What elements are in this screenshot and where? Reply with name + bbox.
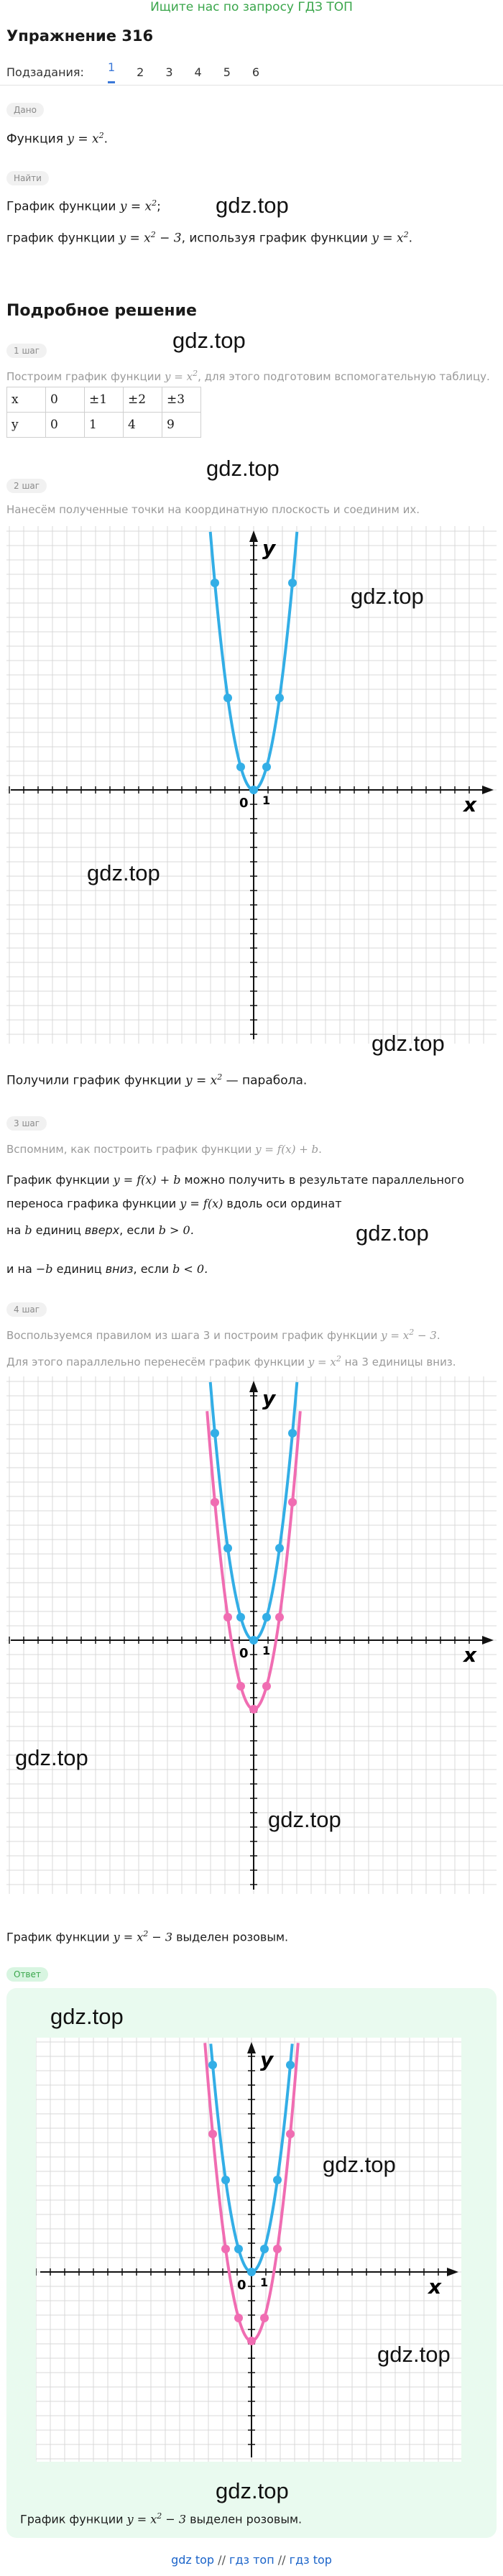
- step3-line2-suffix: вдоль оси ординат: [223, 1197, 342, 1210]
- origin-label: 0: [237, 2278, 246, 2293]
- step4-badge: 4 шаг: [6, 1302, 47, 1317]
- step4-text2-middle: на 3 единицы вниз.: [341, 1356, 456, 1368]
- data-point: [260, 2314, 269, 2322]
- step4-result: График функции $y = x^2 - 3$ выделен розовым.: [6, 1929, 289, 1944]
- step4-text1-prefix: Воспользуемся правилом из шага 3 и построим график функции: [6, 1329, 382, 1342]
- graph-shifted: [6, 1376, 497, 1894]
- data-point: [286, 2061, 295, 2069]
- formula: y = x: [381, 1329, 410, 1342]
- step4-result-suffix: выделен розовым.: [172, 1930, 289, 1944]
- formula: −b: [35, 1262, 53, 1276]
- step3-line4-prefix: и на: [6, 1262, 36, 1276]
- x-axis-label: x: [463, 1643, 477, 1667]
- data-point: [247, 2337, 256, 2345]
- formula: y = x: [119, 199, 152, 214]
- formula: y = x: [113, 1930, 144, 1944]
- y-axis-arrow: [247, 2042, 256, 2053]
- step2-result-prefix: Получили график функции: [6, 1073, 185, 1088]
- unit-label: 1: [262, 794, 271, 807]
- formula: y = x: [119, 231, 151, 246]
- watermark: gdz.top: [206, 456, 280, 481]
- step3-line4-units: единиц: [52, 1262, 106, 1276]
- find-line1-prefix: График функции: [6, 199, 120, 214]
- step3-line-2: [6, 1197, 342, 1210]
- find-line2-prefix: график функции: [6, 231, 119, 246]
- data-point: [275, 1544, 284, 1552]
- origin-label: 0: [239, 796, 249, 811]
- step2-text: Нанесём полученные точки на координатную плоскость и соединим их.: [6, 503, 420, 516]
- formula: y = f(x) + b: [113, 1173, 181, 1187]
- watermark: gdz.top: [323, 2152, 396, 2177]
- table-row: [7, 413, 201, 438]
- watermark: gdz.top: [172, 328, 246, 353]
- unit-label: 1: [260, 2276, 269, 2289]
- values-table: [6, 387, 201, 438]
- find-badge: Найти: [6, 171, 49, 185]
- formula: y = x: [67, 132, 99, 147]
- data-point: [223, 1613, 232, 1622]
- step3-line3-dir: вверх: [84, 1223, 120, 1237]
- footer-links: [0, 2553, 503, 2567]
- data-point: [236, 1613, 245, 1622]
- data-point: [211, 1429, 219, 1438]
- step3-line4-dir: вниз: [105, 1262, 134, 1276]
- step4-text-1: Воспользуемся правилом из шага 3 и построим график функции $y = x^2 - 3$.: [6, 1328, 440, 1342]
- data-point: [234, 2245, 243, 2253]
- formula: y = x: [372, 231, 404, 246]
- table-cell: ±3: [162, 387, 201, 413]
- graph-answer: [36, 2038, 461, 2462]
- step3-line2-prefix: переноса графика функции: [6, 1197, 180, 1210]
- data-point: [262, 1613, 271, 1622]
- origin-label: 0: [239, 1646, 249, 1661]
- answer-result-suffix: выделен розовым.: [186, 2512, 303, 2526]
- watermark: gdz.top: [377, 2342, 451, 2367]
- data-point: [249, 1636, 258, 1644]
- watermark: gdz.top: [216, 193, 289, 218]
- data-point: [249, 786, 258, 794]
- step3-line4-if: , если: [133, 1262, 173, 1276]
- subtasks-nav: [6, 60, 270, 83]
- data-point: [288, 1429, 297, 1438]
- data-point: [288, 1498, 297, 1506]
- step1-badge: 1 шаг: [6, 344, 47, 358]
- watermark: gdz.top: [15, 1745, 88, 1770]
- x-axis-arrow: [482, 786, 494, 794]
- y-axis-arrow: [249, 530, 258, 542]
- search-banner[interactable]: Ищите нас по запросу ГДЗ ТОП: [150, 0, 353, 14]
- unit-label: 1: [262, 1644, 271, 1657]
- step2-result: Получили график функции $y = x^2$ — парабола.: [6, 1072, 308, 1088]
- x-axis-label: x: [463, 793, 477, 816]
- data-point: [262, 1682, 271, 1690]
- subtask-tab-2[interactable]: 2: [137, 65, 144, 79]
- footer-link[interactable]: гдз топ: [229, 2553, 274, 2567]
- formula: b < 0.: [172, 1262, 208, 1276]
- step3-line3-units: единиц: [32, 1223, 85, 1237]
- table-cell: 1: [85, 413, 124, 438]
- y-axis-arrow: [249, 1381, 258, 1392]
- answer-result-prefix: График функции: [20, 2512, 127, 2526]
- table-row: [7, 387, 201, 413]
- step1-suffix: , для этого подготовим вспомогательную таблицу.: [198, 370, 490, 383]
- data-point: [275, 1613, 284, 1622]
- find-line2-middle: , используя график функции: [181, 231, 372, 246]
- data-point: [262, 763, 271, 771]
- table-cell: 4: [124, 413, 162, 438]
- formula: y = x: [126, 2512, 157, 2526]
- step1-text: Построим график функции $y = x^2$, для этого подготовим вспомогательную таблицу.: [6, 369, 490, 383]
- watermark: gdz.top: [372, 1031, 445, 1056]
- step4-text-2: Для этого параллельно перенесём график функции $y = x^2$ на 3 единицы вниз.: [6, 1354, 456, 1368]
- data-point: [208, 2130, 217, 2138]
- x-axis-label: x: [428, 2275, 442, 2299]
- step2-badge: 2 шаг: [6, 479, 47, 493]
- formula: b: [24, 1223, 32, 1237]
- y-axis-label: y: [262, 1386, 276, 1410]
- y-axis-label: y: [260, 2048, 274, 2071]
- watermark: gdz.top: [216, 2478, 289, 2503]
- watermark: gdz.top: [351, 584, 424, 609]
- watermark: gdz.top: [87, 860, 160, 886]
- step3-text: Вспомним, как построить график функции y = f(x) + b.: [6, 1143, 322, 1156]
- find-line-1: График функции $y = x^2$;: [6, 198, 161, 214]
- formula: y = x: [308, 1356, 336, 1368]
- formula: y = x: [185, 1073, 218, 1088]
- subtask-tab-1[interactable]: 1: [108, 60, 115, 83]
- data-point: [286, 2130, 295, 2138]
- data-point: [223, 1544, 232, 1552]
- data-point: [211, 579, 219, 587]
- table-cell: x: [7, 387, 46, 413]
- given-prefix: Функция: [6, 132, 68, 147]
- step3-line-3: [6, 1223, 194, 1237]
- footer-link[interactable]: гдз top: [289, 2553, 332, 2567]
- table-cell: 9: [162, 413, 201, 438]
- footer-separator: //: [277, 2553, 286, 2567]
- given-text: Функция $y = x^2$.: [6, 131, 108, 147]
- data-point: [273, 2245, 282, 2253]
- data-point: [234, 2314, 243, 2322]
- step2-result-suffix: — парабола.: [222, 1073, 308, 1088]
- formula: y = f(x): [180, 1197, 223, 1210]
- table-cell: ±2: [124, 387, 162, 413]
- data-point: [223, 694, 232, 702]
- data-point: [260, 2245, 269, 2253]
- subtask-tab-6[interactable]: 6: [251, 65, 260, 79]
- table-cell: 0: [46, 387, 85, 413]
- subtask-tab-4[interactable]: 4: [194, 65, 202, 79]
- step3-prefix: Вспомним, как построить график функции: [6, 1143, 256, 1156]
- formula: b > 0.: [158, 1223, 194, 1237]
- step1-prefix: Построим график функции: [6, 370, 165, 383]
- data-point: [208, 2061, 217, 2069]
- watermark: gdz.top: [50, 2004, 124, 2029]
- step4-text2-prefix: Для этого параллельно перенесём график функции: [6, 1356, 308, 1368]
- y-axis-label: y: [262, 536, 276, 560]
- exercise-title: Упражнение 316: [6, 27, 154, 45]
- data-point: [249, 1705, 258, 1714]
- formula: y = f(x) + b: [255, 1143, 319, 1156]
- data-point: [236, 1682, 245, 1690]
- grid: [36, 2038, 461, 2462]
- answer-result: График функции $y = x^2 - 3$ выделен розовым.: [20, 2511, 303, 2526]
- data-point: [221, 2176, 230, 2184]
- watermark: gdz.top: [356, 1220, 429, 1246]
- step3-badge: 3 шаг: [6, 1116, 47, 1131]
- grid: [6, 1376, 497, 1894]
- data-point: [236, 763, 245, 771]
- given-badge: Дано: [6, 103, 44, 117]
- x-axis-arrow: [482, 1636, 494, 1644]
- step3-line-1: [6, 1173, 464, 1187]
- footer-link[interactable]: gdz top: [171, 2553, 215, 2567]
- table-cell: 0: [46, 413, 85, 438]
- formula: y = x: [165, 370, 193, 383]
- watermark: gdz.top: [268, 1807, 341, 1832]
- subtask-tab-5[interactable]: 5: [223, 65, 231, 79]
- subtasks-label: Подзадания:: [6, 65, 84, 79]
- step3-line1-suffix: можно получить в результате параллельного: [180, 1173, 464, 1187]
- data-point: [221, 2245, 230, 2253]
- footer-separator: //: [218, 2553, 226, 2567]
- table-cell: y: [7, 413, 46, 438]
- data-point: [275, 694, 284, 702]
- divider: [0, 85, 503, 86]
- subtask-tab-3[interactable]: 3: [165, 65, 173, 79]
- solution-title: Подробное решение: [6, 302, 197, 320]
- table-cell: ±1: [85, 387, 124, 413]
- step4-result-prefix: График функции: [6, 1930, 114, 1944]
- step3-line-4: [6, 1262, 208, 1276]
- find-line-2: график функции $y = x^2 - 3$, используя график функции $y = x^2$.: [6, 230, 413, 246]
- step3-line3-prefix: на: [6, 1223, 25, 1237]
- data-point: [288, 579, 297, 587]
- data-point: [211, 1498, 219, 1506]
- data-point: [273, 2176, 282, 2184]
- answer-badge: Ответ: [6, 1967, 48, 1982]
- step3-line3-if: , если: [119, 1223, 159, 1237]
- data-point: [247, 2268, 256, 2276]
- step3-line1-prefix: График функции: [6, 1173, 114, 1187]
